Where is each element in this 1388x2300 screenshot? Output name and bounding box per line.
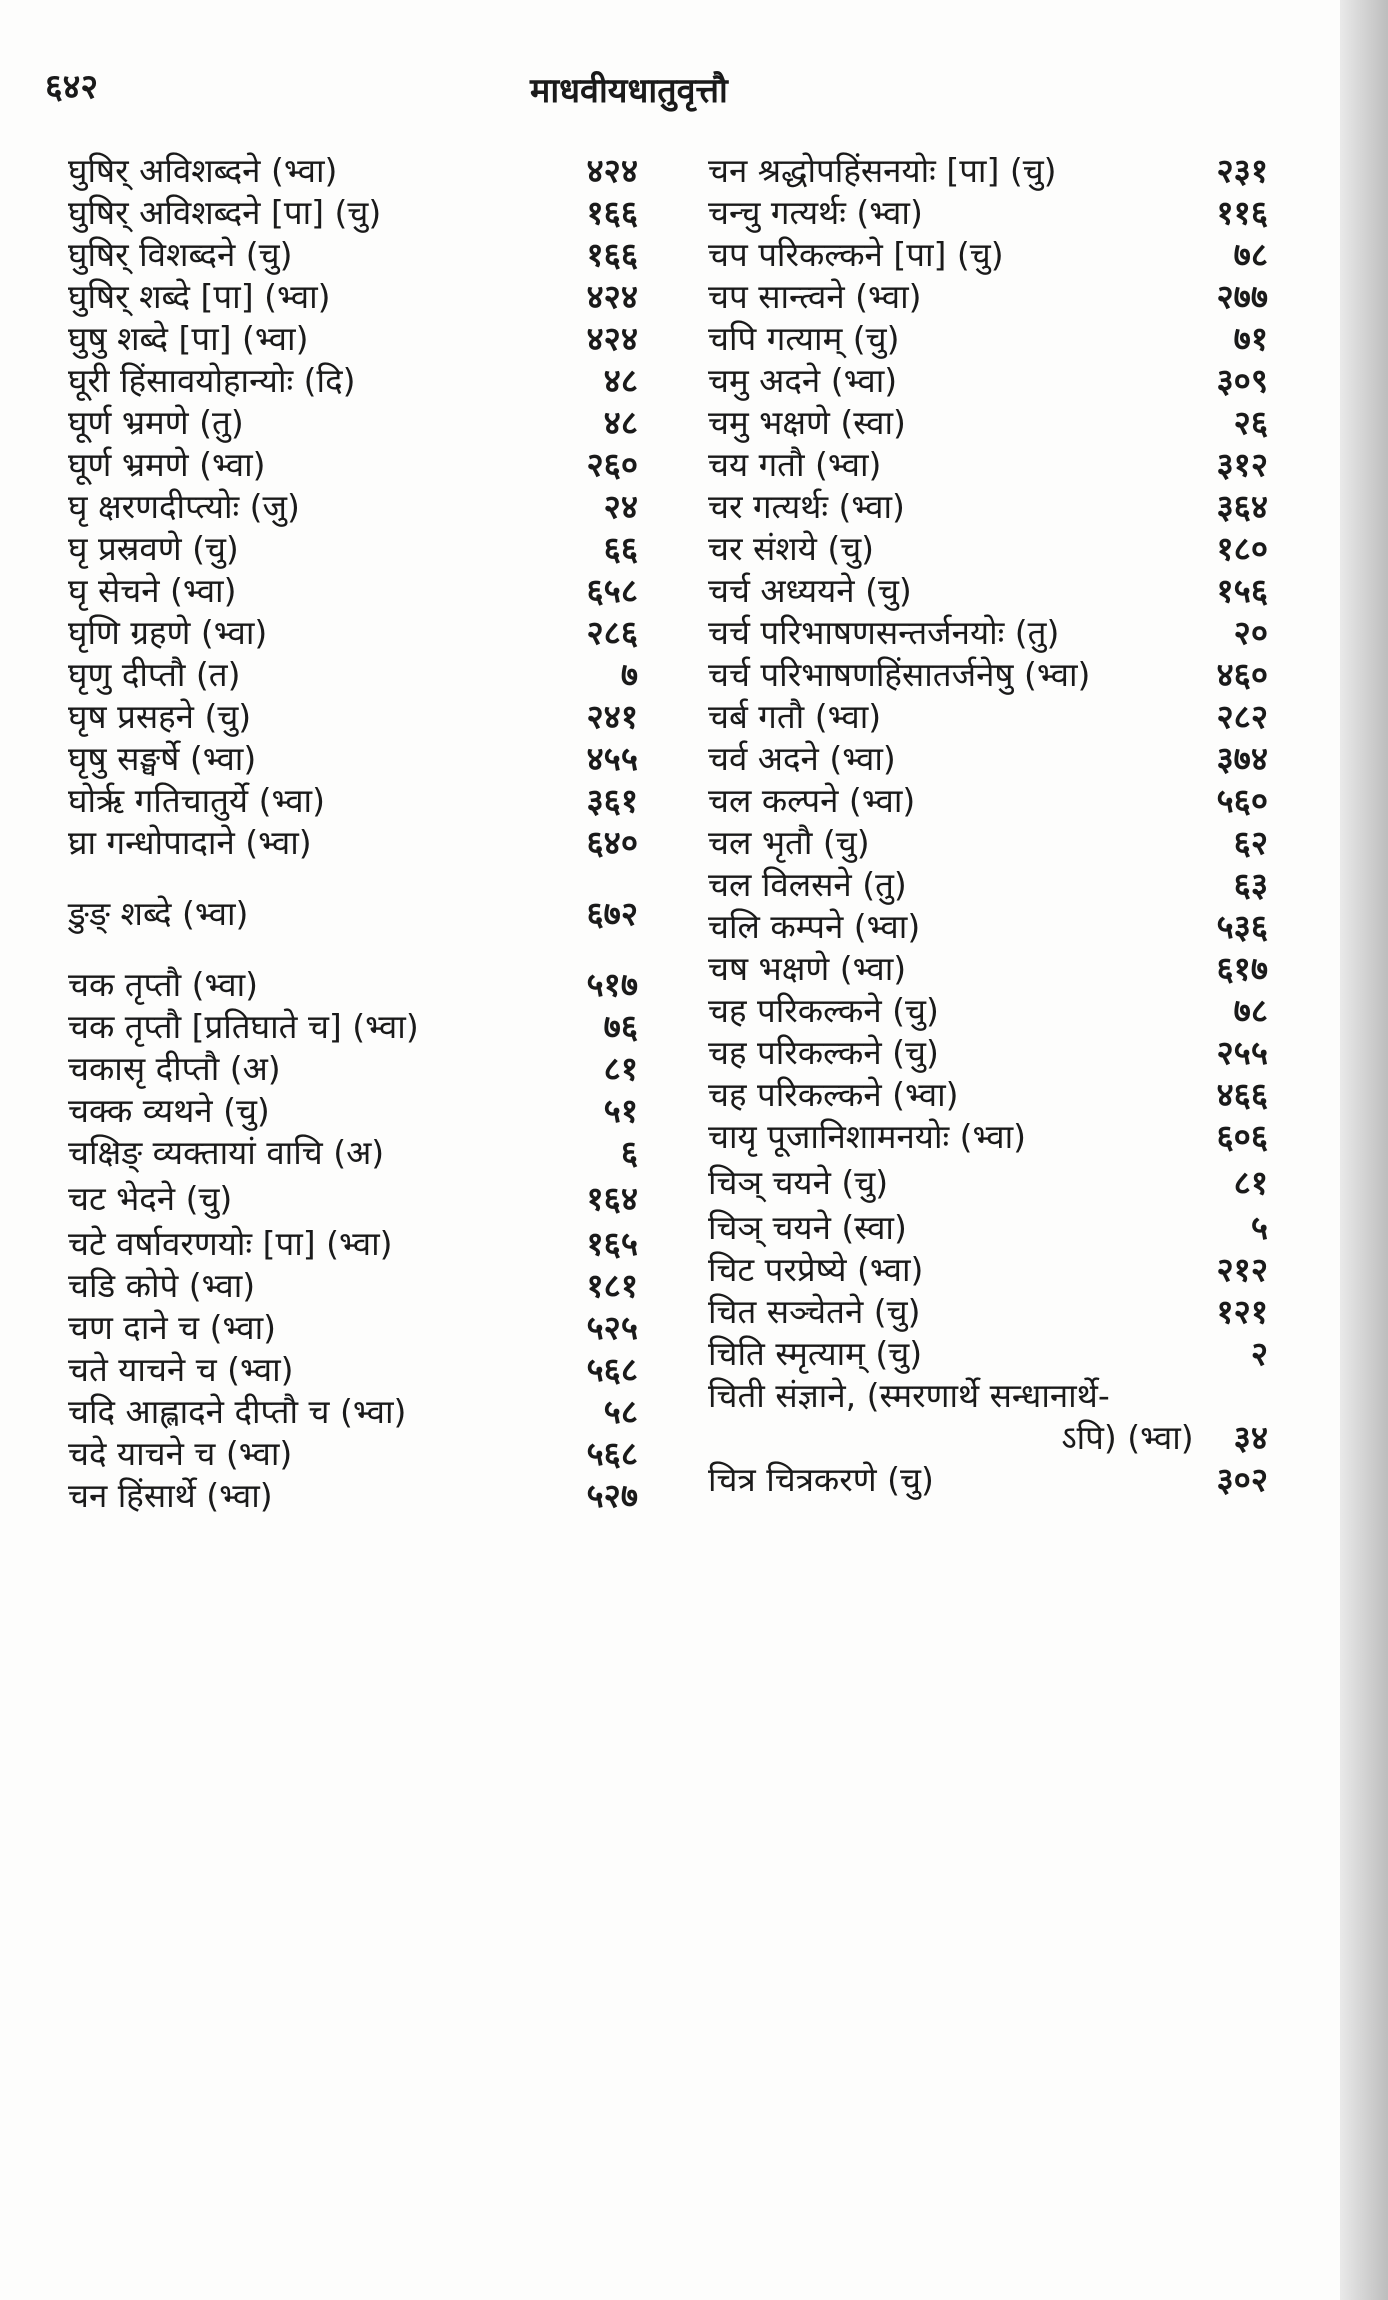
entry-page-number: ५६८ bbox=[586, 1434, 638, 1473]
entry-page-number: २८६ bbox=[586, 613, 638, 652]
index-entry bbox=[68, 402, 638, 444]
entry-term: चिट परप्रेष्ये (भ्वा) bbox=[708, 1250, 924, 1289]
index-entry bbox=[708, 402, 1268, 444]
entry-page-number: ५१ bbox=[603, 1091, 638, 1130]
index-entry bbox=[68, 738, 638, 780]
index-entry bbox=[708, 1032, 1268, 1074]
entry-term: चह परिकल्कने (चु) bbox=[708, 991, 939, 1030]
entry-term: चल कल्पने (भ्वा) bbox=[708, 781, 916, 820]
entry-page-number: ७१ bbox=[1233, 319, 1268, 358]
entry-page-number: ७६ bbox=[603, 1007, 638, 1046]
entry-term: चन हिंसार्थे (भ्वा) bbox=[68, 1476, 273, 1515]
entry-page-number: १६४ bbox=[586, 1178, 638, 1218]
index-entry bbox=[68, 150, 638, 192]
entry-term: चायृ पूजानिशामनयोः (भ्वा) bbox=[708, 1117, 1027, 1156]
entry-page-number: ३६१ bbox=[586, 781, 638, 820]
entry-page-number: ४२४ bbox=[586, 277, 638, 316]
entry-term: चप सान्त्वने (भ्वा) bbox=[708, 277, 922, 316]
entry-term: चिती संज्ञाने, (स्मरणार्थे सन्धानार्थे- bbox=[708, 1376, 1110, 1415]
entry-term: ङुङ् शब्दे (भ्वा) bbox=[68, 894, 249, 933]
entry-term: चिञ् चयने (चु) bbox=[708, 1162, 889, 1202]
index-entry bbox=[68, 1349, 638, 1391]
index-entry bbox=[708, 780, 1268, 822]
entry-page-number: २८२ bbox=[1216, 697, 1268, 736]
index-entry bbox=[708, 612, 1268, 654]
entry-page-number: ४८ bbox=[603, 403, 638, 442]
entry-term: ऽपि) (भ्वा) bbox=[1061, 1418, 1194, 1457]
index-entry bbox=[68, 1048, 638, 1090]
index-entry bbox=[708, 276, 1268, 318]
index-entry bbox=[708, 528, 1268, 570]
entry-term: चक्षिङ् व्यक्तायां वाचि (अ) bbox=[68, 1133, 385, 1172]
entry-term: चक तृप्तौ (भ्वा) bbox=[68, 965, 259, 1004]
entry-term: चकासृ दीप्तौ (अ) bbox=[68, 1049, 281, 1088]
index-entry bbox=[708, 1417, 1268, 1459]
index-entry bbox=[68, 360, 638, 402]
entry-page-number: ५८ bbox=[603, 1392, 638, 1431]
entry-page-number: ६६ bbox=[603, 529, 638, 568]
index-entry bbox=[708, 318, 1268, 360]
left-index-column bbox=[68, 150, 638, 1517]
entry-term: चते याचने च (भ्वा) bbox=[68, 1350, 294, 1389]
index-entry bbox=[68, 1391, 638, 1433]
entry-term: चडि कोपे (भ्वा) bbox=[68, 1266, 256, 1305]
index-entry bbox=[68, 192, 638, 234]
index-entry bbox=[68, 1223, 638, 1265]
entry-term: चमु अदने (भ्वा) bbox=[708, 361, 898, 400]
index-entry bbox=[708, 150, 1268, 192]
index-entry bbox=[708, 822, 1268, 864]
entry-page-number: ३०९ bbox=[1216, 361, 1268, 400]
index-entry bbox=[68, 1006, 638, 1048]
entry-term: चर गत्यर्थः (भ्वा) bbox=[708, 487, 905, 526]
index-entry bbox=[708, 1375, 1268, 1417]
page-header bbox=[0, 62, 1340, 122]
entry-page-number: ६५८ bbox=[586, 571, 638, 610]
entry-term: घूरी हिंसावयोहान्योः (दि) bbox=[68, 361, 356, 400]
entry-term: चर्ब गतौ (भ्वा) bbox=[708, 697, 882, 736]
index-entry bbox=[68, 234, 638, 276]
entry-page-number: ५३६ bbox=[1216, 907, 1268, 946]
index-entry bbox=[68, 864, 638, 894]
entry-page-number: ४६६ bbox=[1216, 1075, 1268, 1114]
index-entry bbox=[68, 1174, 638, 1223]
entry-term: चटे वर्षावरणयोः [पा] (भ्वा) bbox=[68, 1224, 393, 1263]
index-entry bbox=[68, 696, 638, 738]
entry-page-number: ६४० bbox=[586, 823, 638, 862]
entry-term: चष भक्षणे (भ्वा) bbox=[708, 949, 907, 988]
index-entry bbox=[708, 192, 1268, 234]
entry-term: चल भृतौ (चु) bbox=[708, 823, 870, 862]
entry-page-number: १२१ bbox=[1216, 1292, 1268, 1331]
index-entry bbox=[708, 360, 1268, 402]
entry-page-number: ५६८ bbox=[586, 1350, 638, 1389]
entry-page-number: ३१२ bbox=[1216, 445, 1268, 484]
index-entry bbox=[68, 276, 638, 318]
entry-page-number: २५५ bbox=[1216, 1033, 1268, 1072]
entry-term: घृ प्रस्रवणे (चु) bbox=[68, 529, 239, 568]
entry-term: चपि गत्याम् (चु) bbox=[708, 319, 900, 358]
index-entry bbox=[708, 654, 1268, 696]
entry-page-number: ६०६ bbox=[1216, 1117, 1268, 1156]
page-number: ६४२ bbox=[45, 67, 99, 107]
index-entry bbox=[708, 1249, 1268, 1291]
index-entry bbox=[708, 1207, 1268, 1249]
entry-page-number: १६६ bbox=[586, 235, 638, 274]
index-entry bbox=[708, 1074, 1268, 1116]
entry-page-number: ४८ bbox=[603, 361, 638, 400]
index-entry bbox=[708, 1459, 1268, 1501]
entry-term: चह परिकल्कने (चु) bbox=[708, 1033, 939, 1072]
entry-term: चन श्रद्धोपहिंसनयोः [पा] (चु) bbox=[708, 151, 1057, 190]
entry-term: घूर्ण भ्रमणे (भ्वा) bbox=[68, 445, 266, 484]
index-entry bbox=[68, 318, 638, 360]
entry-page-number: २४ bbox=[603, 487, 638, 526]
entry-term: चर्च परिभाषणहिंसातर्जनेषु (भ्वा) bbox=[708, 655, 1091, 694]
entry-term: घ्रा गन्धोपादाने (भ्वा) bbox=[68, 823, 312, 862]
entry-term: घृषु सङ्घर्षे (भ्वा) bbox=[68, 739, 257, 778]
entry-term: चलि कम्पने (भ्वा) bbox=[708, 907, 921, 946]
entry-page-number: ६३ bbox=[1233, 865, 1268, 904]
entry-term: घृष प्रसहने (चु) bbox=[68, 697, 252, 736]
right-index-column bbox=[708, 150, 1268, 1501]
entry-page-number: ७ bbox=[620, 655, 638, 694]
index-entry bbox=[68, 894, 638, 934]
entry-term: चर संशये (चु) bbox=[708, 529, 875, 568]
index-entry bbox=[708, 738, 1268, 780]
index-entry bbox=[68, 444, 638, 486]
entry-page-number: ४२४ bbox=[586, 319, 638, 358]
running-title: माधवीयधातुवृत्तौ bbox=[530, 71, 728, 111]
index-entry bbox=[68, 964, 638, 1006]
index-entry bbox=[68, 934, 638, 964]
entry-term: चर्च परिभाषणसन्तर्जनयोः (तु) bbox=[708, 613, 1060, 652]
entry-page-number: २० bbox=[1233, 613, 1268, 652]
index-entry bbox=[68, 1132, 638, 1174]
index-entry bbox=[708, 696, 1268, 738]
index-entry bbox=[68, 612, 638, 654]
entry-term: चिञ् चयने (स्वा) bbox=[708, 1208, 907, 1247]
entry-term: चन्चु गत्यर्थः (भ्वा) bbox=[708, 193, 923, 232]
entry-page-number: २६० bbox=[586, 445, 638, 484]
entry-page-number: १८१ bbox=[586, 1266, 638, 1305]
entry-page-number: ५२७ bbox=[586, 1476, 638, 1515]
entry-term: चिति स्मृत्याम् (चु) bbox=[708, 1334, 923, 1373]
index-entry bbox=[708, 1158, 1268, 1207]
entry-page-number: १६६ bbox=[586, 193, 638, 232]
index-entry bbox=[708, 906, 1268, 948]
index-entry bbox=[708, 234, 1268, 276]
entry-page-number: ३०२ bbox=[1216, 1460, 1268, 1499]
entry-page-number: ६७२ bbox=[586, 894, 638, 933]
entry-term: घृ क्षरणदीप्त्योः (जु) bbox=[68, 487, 300, 526]
entry-page-number: १५६ bbox=[1216, 571, 1268, 610]
entry-page-number: ३७४ bbox=[1216, 739, 1268, 778]
index-entry bbox=[708, 990, 1268, 1032]
entry-term: घूर्ण भ्रमणे (तु) bbox=[68, 403, 244, 442]
entry-term: चक्क व्यथने (चु) bbox=[68, 1091, 270, 1130]
entry-page-number: २४१ bbox=[586, 697, 638, 736]
entry-term: घोर्ऋ गतिचातुर्ये (भ्वा) bbox=[68, 781, 325, 820]
page-edge-shadow bbox=[1340, 0, 1388, 2300]
entry-term: चट भेदने (चु) bbox=[68, 1178, 233, 1218]
index-entry bbox=[68, 780, 638, 822]
entry-page-number: २७७ bbox=[1216, 277, 1268, 316]
entry-term: चमु भक्षणे (स्वा) bbox=[708, 403, 906, 442]
entry-page-number: ११६ bbox=[1216, 193, 1268, 232]
entry-page-number: १६५ bbox=[586, 1224, 638, 1263]
entry-term: चण दाने च (भ्वा) bbox=[68, 1308, 277, 1347]
entry-page-number: ४२४ bbox=[586, 151, 638, 190]
index-entry bbox=[68, 1090, 638, 1132]
entry-page-number: ३६४ bbox=[1216, 487, 1268, 526]
index-entry bbox=[68, 1475, 638, 1517]
entry-page-number: ६२ bbox=[1233, 823, 1268, 862]
entry-term: चर्व अदने (भ्वा) bbox=[708, 739, 896, 778]
entry-page-number: ६१७ bbox=[1216, 949, 1268, 988]
entry-page-number: ४५५ bbox=[586, 739, 638, 778]
index-entry bbox=[68, 570, 638, 612]
entry-page-number: ४६० bbox=[1216, 655, 1268, 694]
index-entry bbox=[708, 1333, 1268, 1375]
index-entry bbox=[68, 654, 638, 696]
entry-term: चय गतौ (भ्वा) bbox=[708, 445, 882, 484]
entry-page-number: ५१७ bbox=[586, 965, 638, 1004]
index-entry bbox=[68, 486, 638, 528]
entry-page-number: ३४ bbox=[1233, 1418, 1268, 1457]
entry-page-number: ५२५ bbox=[586, 1308, 638, 1347]
entry-term: घुषु शब्दे [पा] (भ्वा) bbox=[68, 319, 309, 358]
index-entry bbox=[68, 1307, 638, 1349]
index-entry bbox=[708, 864, 1268, 906]
entry-page-number: ७८ bbox=[1233, 235, 1268, 274]
index-entry bbox=[68, 528, 638, 570]
entry-page-number: ५ bbox=[1250, 1208, 1268, 1247]
entry-term: घुषिर् अविशब्दने [पा] (चु) bbox=[68, 193, 382, 232]
index-entry bbox=[708, 486, 1268, 528]
entry-page-number: ५६० bbox=[1216, 781, 1268, 820]
entry-page-number: ६ bbox=[620, 1133, 638, 1172]
index-entry bbox=[708, 570, 1268, 612]
entry-term: चदे याचने च (भ्वा) bbox=[68, 1434, 293, 1473]
index-entry bbox=[708, 1291, 1268, 1333]
entry-page-number: २६ bbox=[1233, 403, 1268, 442]
index-entry bbox=[708, 948, 1268, 990]
index-entry bbox=[68, 1265, 638, 1307]
index-entry bbox=[708, 1116, 1268, 1158]
entry-page-number: २३१ bbox=[1216, 151, 1268, 190]
entry-term: घुषिर् अविशब्दने (भ्वा) bbox=[68, 151, 338, 190]
entry-term: घृणु दीप्तौ (त) bbox=[68, 655, 241, 694]
entry-term: चर्च अध्ययने (चु) bbox=[708, 571, 912, 610]
entry-page-number: २१२ bbox=[1216, 1250, 1268, 1289]
entry-term: घृ सेचने (भ्वा) bbox=[68, 571, 237, 610]
entry-term: चप परिकल्कने [पा] (चु) bbox=[708, 235, 1004, 274]
entry-term: चित्र चित्रकरणे (चु) bbox=[708, 1460, 934, 1499]
entry-term: चह परिकल्कने (भ्वा) bbox=[708, 1075, 959, 1114]
entry-page-number: २ bbox=[1250, 1334, 1268, 1373]
entry-term: चित सञ्चेतने (चु) bbox=[708, 1292, 921, 1331]
index-entry bbox=[68, 1433, 638, 1475]
entry-page-number: ८१ bbox=[1233, 1162, 1268, 1202]
entry-term: घृणि ग्रहणे (भ्वा) bbox=[68, 613, 268, 652]
entry-term: घुषिर् विशब्दने (चु) bbox=[68, 235, 293, 274]
entry-term: घुषिर् शब्दे [पा] (भ्वा) bbox=[68, 277, 331, 316]
entry-page-number: १८० bbox=[1216, 529, 1268, 568]
index-entry bbox=[68, 822, 638, 864]
index-entry bbox=[708, 444, 1268, 486]
entry-term: चक तृप्तौ [प्रतिघाते च] (भ्वा) bbox=[68, 1007, 419, 1046]
entry-term: चदि आह्लादने दीप्तौ च (भ्वा) bbox=[68, 1392, 407, 1431]
entry-term: चल विलसने (तु) bbox=[708, 865, 907, 904]
entry-page-number: ८१ bbox=[603, 1049, 638, 1088]
entry-page-number: ७८ bbox=[1233, 991, 1268, 1030]
